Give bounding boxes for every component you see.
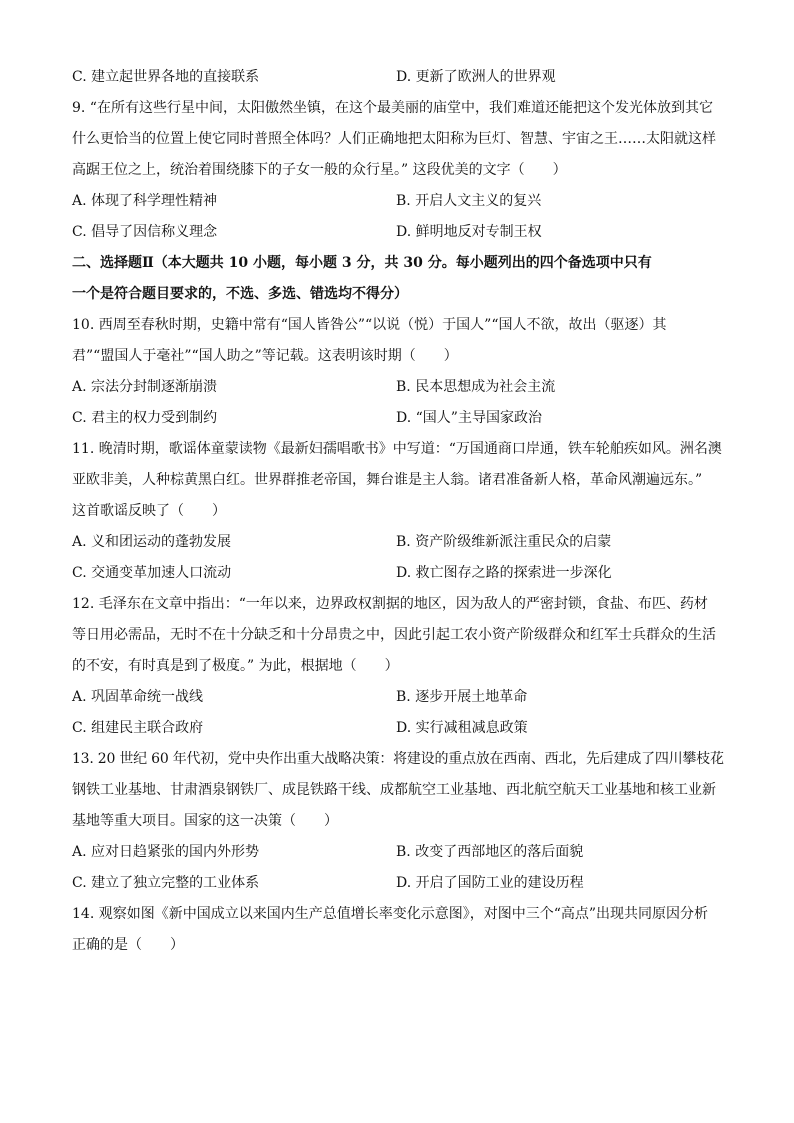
q10-option-d: D. “国人”主导国家政治	[396, 410, 542, 426]
question-10-line-1: 10. 西周至春秋时期，史籍中常有“国人皆咎公”“以说（悦）于国人”“国人不欲，故出（驱逐）其	[72, 317, 667, 333]
q10-option-a: A. 宗法分封制逐渐崩溃	[72, 379, 218, 395]
page-content	[72, 62, 724, 961]
q12-option-d: D. 实行减租减息政策	[396, 720, 528, 736]
q9-options-ab	[72, 186, 724, 217]
section-2-heading	[72, 248, 724, 310]
question-14	[72, 899, 724, 961]
question-9-line-3: 高踞王位之上，统治着围绕膝下的子女一般的众行星。” 这段优美的文字（ ）	[72, 162, 567, 178]
question-13-line-1: 13. 20 世纪 60 年代初，党中央作出重大战略决策：将建设的重点放在西南、西北，先后建成了四川攀枝花	[72, 751, 724, 767]
q10-options-cd	[72, 403, 724, 434]
q11-options-ab	[72, 527, 724, 558]
q10-option-b: B. 民本思想成为社会主流	[396, 379, 556, 395]
question-10-line-2: 君”“盟国人于毫社”“国人助之”等记载。这表明该时期（ ）	[72, 348, 458, 364]
question-12-line-1: 12. 毛泽东在文章中指出：“一年以来，边界政权割据的地区，因为敌人的严密封锁，食盐、布匹、药材	[72, 596, 708, 612]
question-12-line-3: 的不安，有时真是到了极度。” 为此，根据地（ ）	[72, 658, 399, 674]
q13-option-d: D. 开启了国防工业的建设历程	[396, 875, 584, 891]
question-12	[72, 589, 724, 744]
q9-option-c: C. 倡导了因信称义理念	[72, 224, 218, 240]
q13-options-cd	[72, 868, 724, 899]
q11-option-b: B. 资产阶级维新派注重民众的启蒙	[396, 534, 612, 550]
q12-options-ab	[72, 682, 724, 713]
q11-option-d: D. 救亡图存之路的探索进一步深化	[396, 565, 612, 581]
q13-option-c: C. 建立了独立完整的工业体系	[72, 875, 260, 891]
q12-options-cd	[72, 713, 724, 744]
q11-options-cd	[72, 558, 724, 589]
question-9-line-1: 9. “在所有这些行星中间，太阳傲然坐镇，在这个最美丽的庙堂中，我们难道还能把这个发光体放到其它	[72, 100, 713, 116]
section-2-heading-line-1: 二、选择题Ⅱ（本大题共 10 小题，每小题 3 分，共 30 分。每小题列出的四个备选项中只有	[72, 255, 652, 271]
q9-option-b: B. 开启人文主义的复兴	[396, 193, 542, 209]
q12-option-b: B. 逐步开展土地革命	[396, 689, 528, 705]
question-9-line-2: 什么更恰当的位置上使它同时普照全体吗？人们正确地把太阳称为巨灯、智慧、宇宙之王……太阳就这样	[72, 131, 716, 147]
question-13-line-3: 基地等重大项目。国家的这一决策（ ）	[72, 813, 338, 829]
question-11-line-1: 11. 晚清时期，歌谣体童蒙读物《最新妇孺唱歌书》中写道：“万国通商口岸通，铁车轮舶疾如风。洲名澳	[72, 441, 722, 457]
question-14-line-2: 正确的是（ ）	[72, 937, 184, 953]
q10-option-c: C. 君主的权力受到制约	[72, 410, 218, 426]
q9-option-d: D. 鲜明地反对专制王权	[396, 224, 542, 240]
question-13	[72, 744, 724, 899]
q8-option-d: D. 更新了欧洲人的世界观	[396, 69, 556, 85]
question-11-line-3: 这首歌谣反映了（ ）	[72, 503, 226, 519]
q8-options-cd	[72, 62, 724, 93]
q13-options-ab	[72, 837, 724, 868]
q11-option-c: C. 交通变革加速人口流动	[72, 565, 232, 581]
question-10	[72, 310, 724, 434]
q12-option-c: C. 组建民主联合政府	[72, 720, 204, 736]
question-11	[72, 434, 724, 589]
question-11-line-2: 亚欧非美，人种棕黄黑白红。世界群推老帝国，舞台谁是主人翁。诸君准备新人格，革命风潮遍远东。”	[72, 472, 703, 488]
q9-option-a: A. 体现了科学理性精神	[72, 193, 218, 209]
q8-option-c: C. 建立起世界各地的直接联系	[72, 69, 260, 85]
question-12-line-2: 等日用必需品，无时不在十分缺乏和十分昂贵之中，因此引起工农小资产阶级群众和红军士兵群众的生活	[72, 627, 716, 643]
q11-option-a: A. 义和团运动的蓬勃发展	[72, 534, 232, 550]
q10-options-ab	[72, 372, 724, 403]
q9-options-cd	[72, 217, 724, 248]
question-14-line-1: 14. 观察如图《新中国成立以来国内生产总值增长率变化示意图》，对图中三个“高点”出现共同原因分析	[72, 906, 709, 922]
q13-option-b: B. 改变了西部地区的落后面貌	[396, 844, 584, 860]
q12-option-a: A. 巩固革命统一战线	[72, 689, 204, 705]
q13-option-a: A. 应对日趋紧张的国内外形势	[72, 844, 260, 860]
section-2-heading-line-2: 一个是符合题目要求的，不选、多选、错选均不得分）	[72, 286, 408, 302]
question-13-line-2: 钢铁工业基地、甘肃酒泉钢铁厂、成昆铁路干线、成都航空工业基地、西北航空航天工业基地和核工业新	[72, 782, 716, 798]
question-9	[72, 93, 724, 248]
